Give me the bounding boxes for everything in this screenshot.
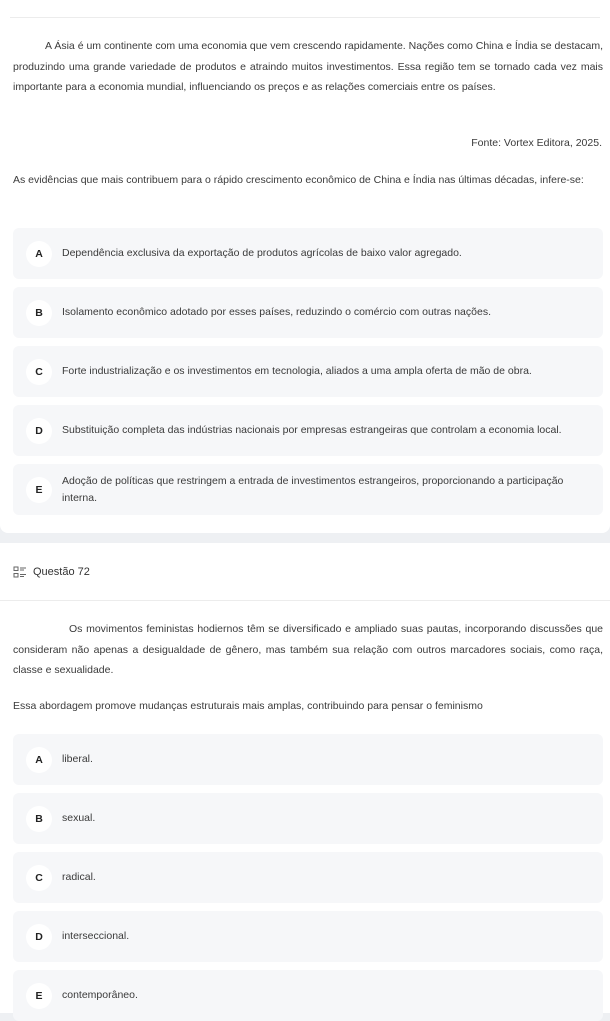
q72-option-c[interactable] — [13, 852, 603, 903]
option-letter: C — [26, 865, 52, 891]
option-text: Substituição completa das indústrias nacionais por empresas estrangeiras que controlam a economia local. — [62, 424, 562, 436]
option-text: Forte industrialização e os investimentos em tecnologia, aliados a uma ampla oferta de mão de obra. — [62, 365, 532, 377]
option-letter: A — [26, 747, 52, 773]
option-text: Isolamento econômico adotado por esses países, reduzindo o comércio com outras nações. — [62, 306, 491, 318]
option-letter: C — [26, 359, 52, 385]
q72-option-a[interactable] — [13, 734, 603, 785]
q71-source: Fonte: Vortex Editora, 2025. — [471, 137, 602, 149]
q71-prompt: As evidências que mais contribuem para o rápido crescimento econômico de China e Índia nas últimas décadas, infere-se: — [13, 174, 584, 186]
option-text: Adoção de políticas que restringem a entrada de investimentos estrangeiros, proporcionando a participação interna. — [62, 474, 564, 504]
option-text: Dependência exclusiva da exportação de produtos agrícolas de baixo valor agregado. — [62, 247, 462, 259]
option-letter: A — [26, 241, 52, 267]
option-text: interseccional. — [62, 930, 130, 942]
option-letter: E — [26, 477, 52, 503]
q71-option-d[interactable] — [13, 405, 603, 456]
q72-option-d[interactable] — [13, 911, 603, 962]
option-letter: B — [26, 806, 52, 832]
question-list-icon — [13, 565, 27, 579]
option-letter: D — [26, 418, 52, 444]
q72-prompt: Essa abordagem promove mudanças estruturais mais amplas, contribuindo para pensar o feminismo — [13, 700, 483, 712]
q71-option-a[interactable] — [13, 228, 603, 279]
option-letter: E — [26, 983, 52, 1009]
question-72-card — [0, 543, 610, 1013]
option-text: liberal. — [62, 753, 93, 765]
q72-text: Os movimentos feministas hodiernos têm se diversificado e ampliado suas pautas, incorporando discussões que consideram não apenas a desigualdade de gênero, mas também sua relação com outros marcadores sociais, como raça, classe e sexualidade. — [13, 623, 603, 676]
q72-option-b[interactable] — [13, 793, 603, 844]
q71-option-c[interactable] — [13, 346, 603, 397]
question-header — [0, 543, 610, 601]
divider — [10, 17, 600, 18]
q71-option-e[interactable] — [13, 464, 603, 515]
q72-option-e[interactable] — [13, 970, 603, 1021]
option-letter: D — [26, 924, 52, 950]
option-text: contemporâneo. — [62, 989, 138, 1001]
q71-text: A Ásia é um continente com uma economia que vem crescendo rapidamente. Nações como China e Índia se destacam, produzindo uma grande variedade de produtos e atraindo muitos investimentos. Essa região tem se tornado cada vez mais importante para a economia mundial, influenciando os preços e as relações comerciais entre os países. — [13, 40, 603, 93]
option-text: radical. — [62, 871, 96, 883]
q71-option-b[interactable] — [13, 287, 603, 338]
option-text: sexual. — [62, 812, 96, 824]
question-title: Questão 72 — [33, 566, 90, 578]
option-letter: B — [26, 300, 52, 326]
